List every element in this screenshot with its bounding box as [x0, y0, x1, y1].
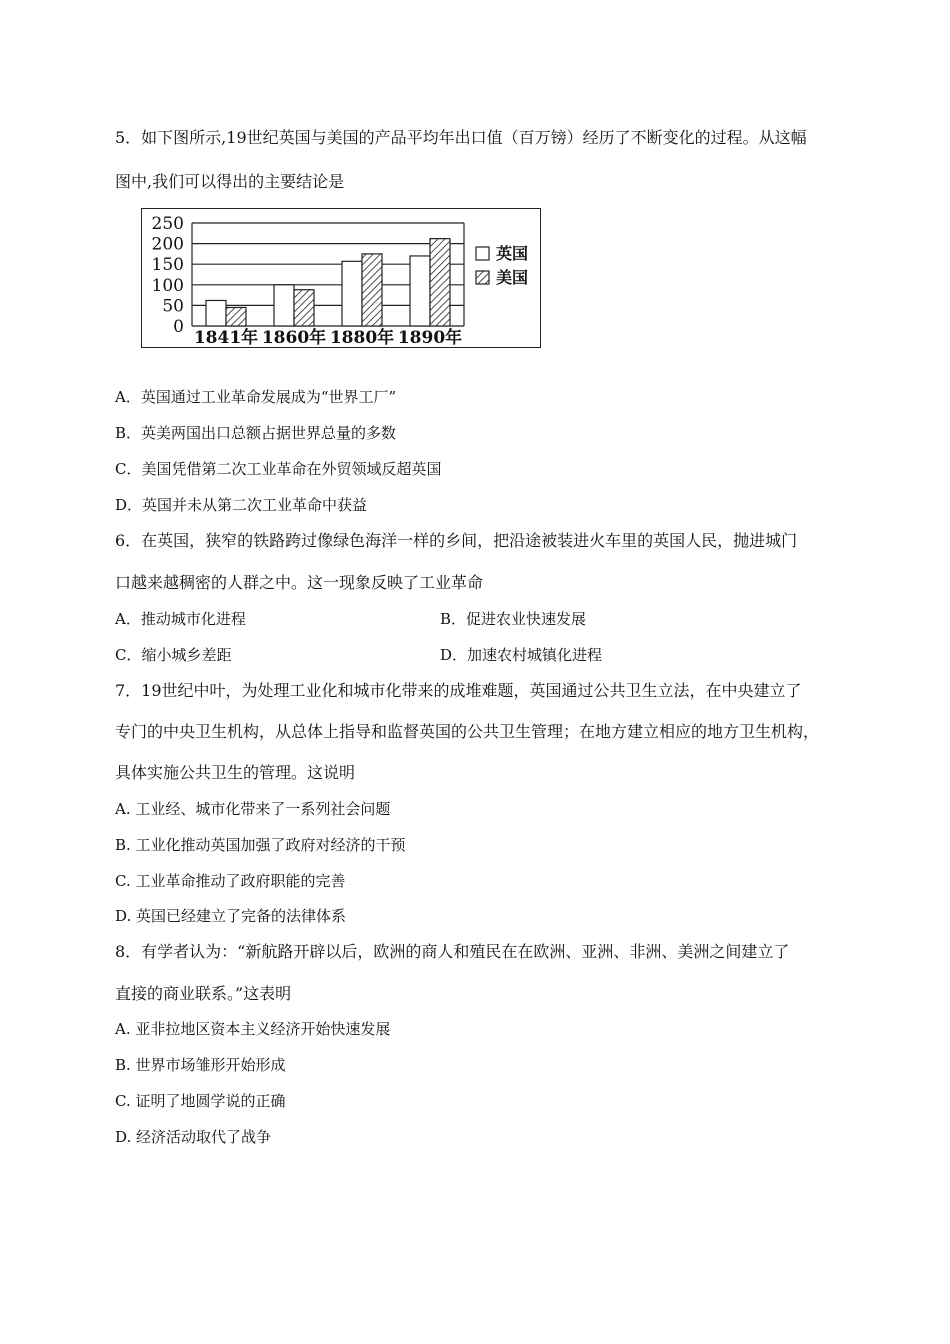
x-category-label: 1880年 — [329, 328, 395, 348]
q6-option-d[interactable]: D．加速农村城镇化进程 — [440, 646, 603, 664]
x-axis-categories — [194, 327, 462, 348]
q7-option-d[interactable]: D. 英国已经建立了完备的法律体系 — [115, 907, 347, 925]
q8-stem-line1: 8．有学者认为：“新航路开辟以后，欧洲的商人和殖民在在欧洲、亚洲、非洲、美洲之间建立了 — [115, 942, 790, 961]
q7-stem-line1: 7．19世纪中叶，为处理工业化和城市化带来的成堆难题，英国通过公共卫生立法，在中央建立了 — [115, 681, 802, 700]
q5-option-c[interactable]: C．美国凭借第二次工业革命在外贸领域反超英国 — [115, 460, 442, 478]
q6-option-c[interactable]: C．缩小城乡差距 — [115, 646, 232, 664]
q5-stem-line1: 5．如下图所示,19世纪英国与美国的产品平均年出口值（百万镑）经历了不断变化的过程。从这幅 — [115, 128, 807, 147]
q7-option-b[interactable]: B. 工业化推动英国加强了政府对经济的干预 — [115, 836, 406, 854]
bar-us — [362, 254, 382, 326]
q5-option-a[interactable]: A．英国通过工业革命发展成为“世界工厂” — [115, 388, 397, 406]
q8-option-a[interactable]: A. 亚非拉地区资本主义经济开始快速发展 — [115, 1020, 391, 1038]
q8-stem-line2: 直接的商业联系。”这表明 — [115, 984, 292, 1003]
legend-swatch — [476, 247, 489, 260]
x-category-label: 1860年 — [261, 328, 327, 348]
x-category-label: 1890年 — [397, 328, 463, 348]
q6-option-a[interactable]: A．推动城市化进程 — [115, 610, 246, 628]
q5-option-d[interactable]: D．英国并未从第二次工业革命中获益 — [115, 496, 368, 514]
bar-us — [430, 239, 450, 326]
legend — [476, 244, 528, 287]
y-tick-label: 200 — [151, 234, 184, 255]
q6-stem-line2: 口越来越稠密的人群之中。这一现象反映了工业革命 — [115, 573, 484, 592]
q8-option-b[interactable]: B. 世界市场雏形开始形成 — [115, 1056, 286, 1074]
y-tick-label: 150 — [151, 255, 184, 276]
q8-option-d[interactable]: D. 经济活动取代了战争 — [115, 1128, 272, 1146]
q6-option-b[interactable]: B．促进农业快速发展 — [440, 610, 587, 628]
q8-option-c[interactable]: C. 证明了地圆学说的正确 — [115, 1092, 286, 1110]
bar-uk — [410, 256, 430, 326]
y-axis-ticks — [152, 214, 184, 337]
q6-stem-line1: 6．在英国，狭窄的铁路跨过像绿色海洋一样的乡间，把沿途被装进火车里的英国人民，抛进城门 — [115, 531, 798, 550]
legend-label: 美国 — [496, 268, 529, 287]
y-tick-label: 250 — [151, 214, 184, 234]
legend-swatch — [476, 271, 489, 284]
bar-us — [294, 290, 314, 326]
bar-uk — [274, 285, 294, 326]
q5-stem-line2: 图中,我们可以得出的主要结论是 — [115, 172, 345, 191]
y-tick-label: 100 — [151, 275, 184, 296]
bar-uk — [342, 261, 362, 326]
q7-option-c[interactable]: C. 工业革命推动了政府职能的完善 — [115, 872, 346, 890]
bars-group — [206, 239, 450, 326]
q7-option-a[interactable]: A. 工业经、城市化带来了一系列社会问题 — [115, 800, 391, 818]
y-tick-label: 0 — [173, 317, 184, 337]
export-value-chart — [141, 208, 541, 348]
legend-label: 英国 — [496, 244, 529, 263]
q7-stem-line3: 具体实施公共卫生的管理。这说明 — [115, 763, 356, 782]
chart-svg — [142, 209, 542, 349]
q5-option-b[interactable]: B．英美两国出口总额占据世界总量的多数 — [115, 424, 397, 442]
x-category-label: 1841年 — [193, 328, 259, 348]
bar-us — [226, 307, 246, 326]
y-tick-label: 50 — [162, 296, 184, 317]
bar-uk — [206, 300, 226, 326]
q7-stem-line2: 专门的中央卫生机构，从总体上指导和监督英国的公共卫生管理；在地方建立相应的地方卫生机构， — [115, 722, 820, 741]
